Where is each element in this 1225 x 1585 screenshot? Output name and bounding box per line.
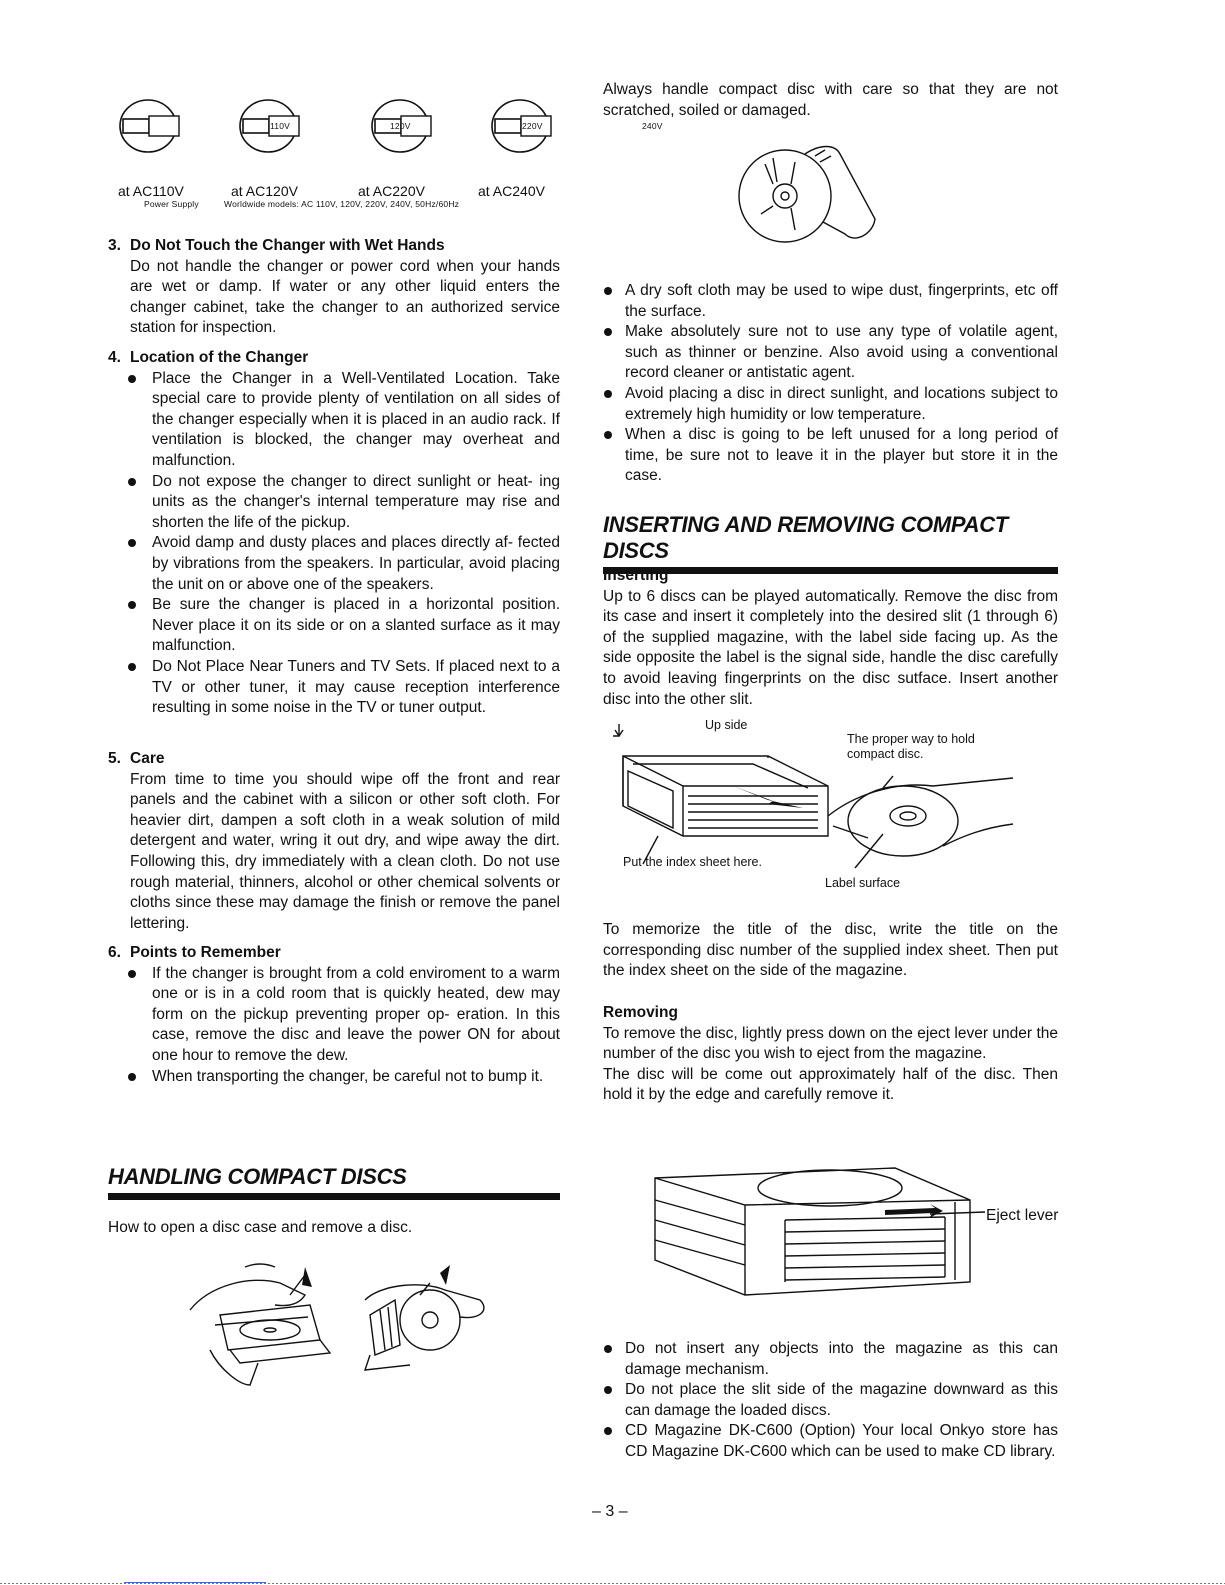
section-title: Care	[130, 750, 165, 767]
voltage-caption: at AC240V	[478, 183, 545, 199]
list-item: When a disc is going to be left unused for a long period of time, be sure not to leave it in the player but store it in the case.	[603, 425, 1058, 487]
section-title: Do Not Touch the Changer with Wet Hands	[130, 237, 445, 254]
inserting-block	[603, 566, 1058, 710]
label-surface-label: Label surface	[825, 876, 901, 890]
magazine-notes-list	[603, 1339, 1058, 1463]
inserting-title: Inserting	[603, 567, 669, 584]
location-list	[108, 369, 560, 719]
voltage-caption: at AC120V	[231, 183, 298, 199]
section-number: 6.	[108, 944, 121, 961]
list-item: Do not expose the changer to direct sunlight or heat- ing units as the changer's internal temperature may rise and shorten the life of the pickup.	[108, 472, 560, 534]
up-side-label: Up side	[705, 718, 748, 732]
insert-section	[603, 512, 1058, 574]
page-number: – 3 –	[592, 1503, 628, 1520]
hand-holding-disc-drawing	[725, 134, 885, 249]
hands-opening-case-drawing	[180, 1255, 500, 1390]
list-item: Make absolutely sure not to use any type of volatile agent, such as thinner or benzine. Also avoid using a conventional record cleaner or antistatic agent.	[603, 322, 1058, 384]
list-item: Avoid damp and dusty places and places directly af- fected by vibrations from the speakers. In particular, avoid placing the unit on or above one of the speakers.	[108, 533, 560, 595]
list-item: A dry soft cloth may be used to wipe dust, fingerprints, etc off the surface.	[603, 281, 1058, 322]
care-list	[603, 281, 1058, 487]
section-location	[108, 348, 560, 719]
section-care	[108, 749, 560, 934]
magazine-insert-figure	[603, 716, 1058, 896]
index-sheet-label: Put the index sheet here.	[623, 855, 762, 869]
section-body: Do not handle the changer or power cord when your hands are wet or damp. If water or any other liquid enters the changer cabinet, take the changer to an authorized service station for inspection.	[130, 257, 560, 337]
list-item: Do not insert any objects into the magazine as this can damage mechanism.	[603, 1339, 1058, 1380]
heading-rule	[108, 1193, 560, 1200]
points-list	[108, 964, 560, 1088]
voltage-selector-label: 240V	[642, 121, 663, 131]
insert-heading: INSERTING AND REMOVING COMPACT DISCS	[603, 512, 1008, 563]
handling-heading: HANDLING COMPACT DISCS	[108, 1164, 407, 1189]
section-points	[108, 943, 560, 1087]
power-supply-label: Power Supply	[144, 199, 199, 209]
eject-lever-label: Eject lever	[986, 1207, 1059, 1224]
removing-block	[603, 1003, 1058, 1106]
removing-title: Removing	[603, 1004, 678, 1021]
voltage-caption: at AC220V	[358, 183, 425, 199]
proper-way-label: The proper way to hold compact disc.	[847, 732, 975, 761]
worldwide-note: Worldwide models: AC 110V, 120V, 220V, 240V, 50Hz/60Hz	[224, 199, 460, 209]
removing-body: To remove the disc, lightly press down on the eject lever under the number of the disc you wish to eject from the magazine.	[603, 1024, 1058, 1063]
section-number: 5.	[108, 750, 121, 767]
inserting-body: Up to 6 discs can be played automatically. Remove the disc from its case and insert it completely into the desired slit (1 through 6) of the supplied magazine, with the label side facing up. As the side opposite the label is the signal side, handle the disc carefully to avoid leaving fingerprints on the disc sutface. Insert another disc into the other slit.	[603, 587, 1058, 708]
list-item: Place the Changer in a Well-Ventilated Location. Take special care to provide plenty of ventilation on all sides of the changer especially when it is placed in an audio rack. If ventilation is blocked, the changer may overheat and malfunction.	[108, 369, 560, 472]
disc-case-illustration	[180, 1255, 500, 1390]
handling-intro: How to open a disc case and remove a disc.	[108, 1219, 413, 1236]
removing-body: The disc will be come out approximately half of the disc. Then hold it by the edge and carefully remove it.	[603, 1065, 1058, 1104]
section-title: Points to Remember	[130, 944, 281, 961]
voltage-selector-label: 220V	[522, 121, 543, 131]
voltage-selector-label: 110V	[270, 121, 291, 131]
section-body: From time to time you should wipe off the front and rear panels and the cabinet with a silicon or other soft cloth. For heavier dirt, dampen a soft cloth in a weak solution of mild detergent and water, wring it out dry, and wipe away the dirt. Following this, dry immediately with a clean cloth. Do not use rough material, thinners, alcohol or other chemical solvents or cloths since these may damage the finish or remove the panel lettering.	[130, 770, 560, 932]
right-intro: Always handle compact disc with care so that they are not scratched, soiled or damaged.	[603, 81, 1058, 119]
section-number: 3.	[108, 237, 121, 254]
voltage-selector-row	[118, 88, 663, 158]
list-item: Be sure the changer is placed in a horizontal position. Never place it on its side or on a slanted surface as it may malfunction.	[108, 595, 560, 657]
voltage-selector-icon	[120, 100, 179, 152]
section-wet-hands	[108, 236, 560, 339]
list-item: Do Not Place Near Tuners and TV Sets. If placed next to a TV or other tuner, it may cause reception interference resulting in some noise in the TV or tuner output.	[108, 657, 560, 719]
voltage-caption: at AC110V	[118, 183, 184, 199]
eject-figure	[645, 1160, 1075, 1310]
list-item: If the changer is brought from a cold enviroment to a warm one or is in a cold room that is quickly heated, dew may form on the pickup preventing proper op- eration. In this case, remove the disc and leave the power ON for about one hour to remove the dew.	[108, 964, 560, 1067]
list-item: CD Magazine DK-C600 (Option) Your local Onkyo store has CD Magazine DK-C600 which can be used to make CD library.	[603, 1421, 1058, 1462]
magazine-eject-drawing	[645, 1160, 1075, 1310]
list-item: When transporting the changer, be careful not to bump it.	[108, 1067, 560, 1088]
footer-dotted-rule	[0, 1583, 1225, 1584]
disc-handling-illustration	[725, 134, 885, 249]
voltage-selector-drawings	[118, 88, 568, 158]
list-item: Avoid placing a disc in direct sunlight, and locations subject to extremely high humidity or low temperature.	[603, 384, 1058, 425]
voltage-selector-label: 120V	[390, 121, 411, 131]
handling-section	[108, 1164, 560, 1239]
section-title: Location of the Changer	[130, 349, 309, 366]
section-number: 4.	[108, 349, 121, 366]
list-item: Do not place the slit side of the magazine downward as this can damage the loaded discs.	[603, 1380, 1058, 1421]
memorize-text: To memorize the title of the disc, write the title on the corresponding disc number of the supplied index sheet. Then put the index sheet on the side of the magazine.	[603, 921, 1058, 980]
